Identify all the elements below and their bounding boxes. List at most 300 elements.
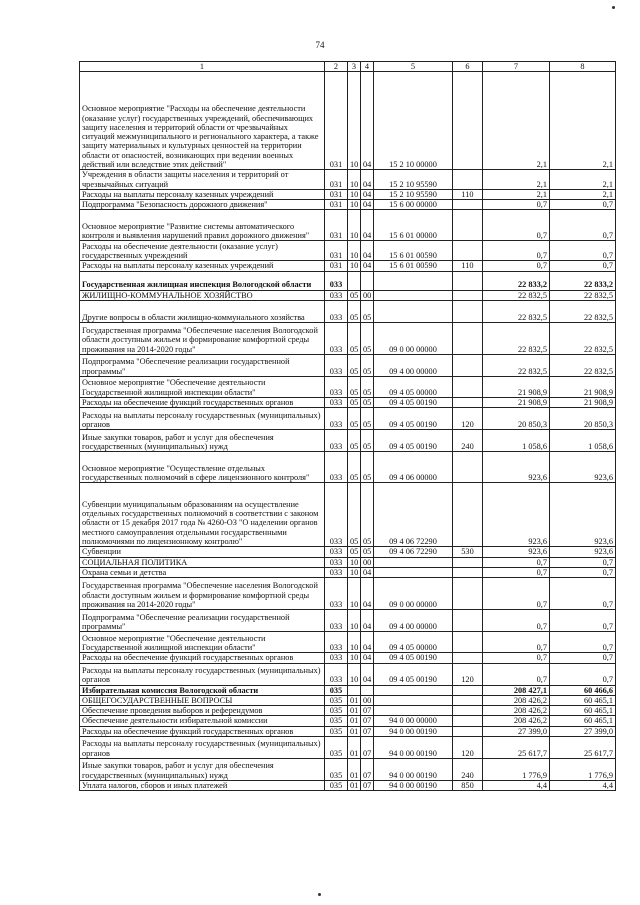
row-section: 05 [348,323,361,355]
row-admin-code: 031 [325,170,348,190]
row-amount-2019: 1 058,6 [483,430,550,452]
table-row [80,483,616,547]
row-amount-2019: 22 832,5 [483,290,550,300]
row-amount-2020: 22 833,2 [550,271,616,290]
row-amount-2020: 923,6 [550,547,616,557]
row-target-article: 09 4 05 00190 [374,653,453,663]
row-amount-2020: 22 832,5 [550,290,616,300]
row-admin-code: 031 [325,241,348,261]
table-row [80,210,616,241]
row-name: Обеспечение деятельности избирательной комиссии [80,716,325,726]
row-subsection: 07 [361,726,374,736]
table-row [80,716,616,726]
row-amount-2019: 0,7 [483,241,550,261]
row-expense-type: 530 [453,547,483,557]
row-target-article: 09 4 06 72290 [374,547,453,557]
row-amount-2019: 22 832,5 [483,323,550,355]
table-row [80,695,616,705]
row-name: Подпрограмма "Обеспечение реализации государственной программы" [80,610,325,632]
row-subsection: 05 [361,355,374,377]
row-section: 01 [348,737,361,759]
row-amount-2020: 0,7 [550,241,616,261]
row-subsection: 05 [361,377,374,398]
row-admin-code: 033 [325,452,348,483]
row-subsection: 07 [361,716,374,726]
row-amount-2020: 22 832,5 [550,301,616,323]
row-target-article: 09 4 05 00190 [374,408,453,430]
row-amount-2020: 923,6 [550,483,616,547]
row-expense-type [453,72,483,170]
row-amount-2020: 0,7 [550,653,616,663]
row-amount-2019: 0,7 [483,663,550,685]
table-row [80,200,616,210]
row-admin-code: 031 [325,261,348,271]
table-row [80,706,616,716]
table-row [80,567,616,577]
row-name: Основное мероприятие "Обеспечение деятельности Государственной жилищной инспекции области" [80,377,325,398]
row-target-article: 15 6 01 00590 [374,241,453,261]
row-target-article: 15 6 01 00000 [374,210,453,241]
row-subsection: 04 [361,72,374,170]
row-admin-code: 031 [325,72,348,170]
row-section: 10 [348,632,361,653]
row-expense-type [453,578,483,610]
row-name: Охрана семьи и детства [80,567,325,577]
row-amount-2019: 208 426,2 [483,695,550,705]
row-name: Расходы на обеспечение деятельности (оказание услуг) государственных учреждений [80,241,325,261]
row-amount-2019: 0,7 [483,610,550,632]
row-expense-type: 240 [453,430,483,452]
page-number: 74 [315,40,325,50]
row-admin-code: 033 [325,610,348,632]
row-expense-type [453,610,483,632]
row-amount-2020: 2,1 [550,72,616,170]
column-header: 4 [361,62,374,72]
row-amount-2019: 21 908,9 [483,377,550,398]
row-subsection: 04 [361,653,374,663]
row-expense-type [453,323,483,355]
table-row [80,452,616,483]
row-target-article: 94 0 00 00190 [374,781,453,791]
column-header: 7 [483,62,550,72]
row-amount-2019: 22 833,2 [483,271,550,290]
row-subsection: 07 [361,781,374,791]
row-amount-2019: 0,7 [483,632,550,653]
row-section: 05 [348,301,361,323]
row-section: 05 [348,377,361,398]
row-section: 05 [348,355,361,377]
row-admin-code: 035 [325,695,348,705]
row-target-article: 09 0 00 00000 [374,578,453,610]
row-name: Подпрограмма "Обеспечение реализации государственной программы" [80,355,325,377]
row-target-article [374,301,453,323]
row-amount-2019: 20 850,3 [483,408,550,430]
row-admin-code: 035 [325,781,348,791]
row-amount-2020: 0,7 [550,200,616,210]
row-expense-type [453,653,483,663]
row-admin-code: 033 [325,632,348,653]
row-target-article [374,557,453,567]
row-amount-2020: 22 832,5 [550,323,616,355]
row-section [348,685,361,695]
row-section: 01 [348,716,361,726]
row-amount-2020: 0,7 [550,557,616,567]
row-expense-type [453,452,483,483]
row-subsection: 04 [361,663,374,685]
row-amount-2019: 22 832,5 [483,355,550,377]
row-target-article: 09 4 05 00190 [374,663,453,685]
row-subsection: 00 [361,695,374,705]
row-admin-code: 033 [325,430,348,452]
row-name: Другие вопросы в области жилищно-коммунального хозяйства [80,301,325,323]
row-section: 01 [348,726,361,736]
table-row [80,398,616,408]
table-row [80,737,616,759]
row-subsection: 04 [361,241,374,261]
row-section [348,271,361,290]
row-name: Основное мероприятие "Обеспечение деятельности Государственной жилищной инспекции области" [80,632,325,653]
row-name: Расходы на выплаты персоналу государственных (муниципальных) органов [80,408,325,430]
column-header: 1 [80,62,325,72]
row-subsection: 05 [361,430,374,452]
row-section: 10 [348,210,361,241]
row-name: Расходы на обеспечение функций государственных органов [80,398,325,408]
row-subsection: 05 [361,408,374,430]
row-amount-2020: 25 617,7 [550,737,616,759]
row-target-article: 09 4 06 00000 [374,452,453,483]
scan-speck [318,893,321,896]
row-name: Расходы на выплаты персоналу государственных (муниципальных) органов [80,737,325,759]
row-expense-type [453,170,483,190]
table-row [80,653,616,663]
row-section: 10 [348,200,361,210]
table-row [80,430,616,452]
row-expense-type [453,355,483,377]
table-row [80,355,616,377]
row-subsection: 07 [361,759,374,781]
row-section: 10 [348,663,361,685]
row-subsection: 05 [361,452,374,483]
row-expense-type: 120 [453,408,483,430]
row-section: 01 [348,759,361,781]
row-amount-2019: 208 426,2 [483,706,550,716]
column-header: 8 [550,62,616,72]
row-name: Расходы на выплаты персоналу государственных (муниципальных) органов [80,663,325,685]
row-subsection: 05 [361,483,374,547]
row-section: 10 [348,261,361,271]
row-subsection: 07 [361,737,374,759]
row-target-article [374,706,453,716]
row-subsection [361,271,374,290]
table-row [80,759,616,781]
row-admin-code: 033 [325,408,348,430]
row-amount-2019: 2,1 [483,189,550,199]
table-row [80,726,616,736]
row-expense-type [453,398,483,408]
row-name: Учреждения в области защиты населения и территорий от чрезвычайных ситуаций [80,170,325,190]
row-expense-type [453,706,483,716]
table-row [80,301,616,323]
table-row [80,72,616,170]
row-admin-code: 033 [325,355,348,377]
row-section: 01 [348,706,361,716]
table-row [80,290,616,300]
row-amount-2020: 22 832,5 [550,355,616,377]
row-amount-2020: 20 850,3 [550,408,616,430]
row-target-article: 94 0 00 00190 [374,726,453,736]
row-expense-type: 110 [453,261,483,271]
row-target-article: 09 4 05 00190 [374,398,453,408]
row-subsection: 07 [361,706,374,716]
row-amount-2020: 0,7 [550,210,616,241]
row-section: 10 [348,557,361,567]
row-subsection: 05 [361,547,374,557]
row-target-article [374,290,453,300]
row-amount-2020: 21 908,9 [550,398,616,408]
row-amount-2019: 0,7 [483,261,550,271]
row-expense-type [453,567,483,577]
row-section: 10 [348,567,361,577]
row-name: Избирательная комиссия Вологодской области [80,685,325,695]
row-amount-2020: 60 465,1 [550,695,616,705]
row-expense-type: 850 [453,781,483,791]
row-amount-2019: 208 426,2 [483,716,550,726]
row-amount-2020: 21 908,9 [550,377,616,398]
row-admin-code: 033 [325,290,348,300]
row-subsection: 04 [361,170,374,190]
row-amount-2020: 0,7 [550,567,616,577]
row-name: ОБЩЕГОСУДАРСТВЕННЫЕ ВОПРОСЫ [80,695,325,705]
row-expense-type: 240 [453,759,483,781]
row-target-article: 09 4 00 00000 [374,610,453,632]
row-admin-code: 033 [325,663,348,685]
row-amount-2019: 27 399,0 [483,726,550,736]
row-subsection: 04 [361,261,374,271]
row-name: Расходы на выплаты персоналу казенных учреждений [80,189,325,199]
table-row [80,189,616,199]
row-amount-2020: 0,7 [550,578,616,610]
row-admin-code: 033 [325,398,348,408]
row-target-article: 15 6 00 00000 [374,200,453,210]
row-subsection: 04 [361,632,374,653]
row-admin-code: 033 [325,271,348,290]
row-subsection: 00 [361,290,374,300]
row-section: 05 [348,483,361,547]
row-expense-type [453,301,483,323]
row-name: Государственная программа "Обеспечение населения Вологодской области доступным жильем и формирование комфортной среды проживания на 2014-2020 годы" [80,578,325,610]
table-row [80,241,616,261]
table-row [80,408,616,430]
table-row [80,610,616,632]
row-amount-2019: 21 908,9 [483,398,550,408]
row-name: СОЦИАЛЬНАЯ ПОЛИТИКА [80,557,325,567]
row-target-article [374,567,453,577]
row-subsection: 04 [361,210,374,241]
row-target-article: 09 4 05 00000 [374,377,453,398]
row-name: Расходы на обеспечение функций государственных органов [80,653,325,663]
row-admin-code: 035 [325,726,348,736]
row-amount-2020: 923,6 [550,452,616,483]
row-subsection: 05 [361,398,374,408]
row-name: ЖИЛИЩНО-КОММУНАЛЬНОЕ ХОЗЯЙСТВО [80,290,325,300]
row-admin-code: 033 [325,323,348,355]
row-amount-2020: 2,1 [550,189,616,199]
row-admin-code: 033 [325,653,348,663]
row-admin-code: 033 [325,567,348,577]
row-amount-2020: 0,7 [550,261,616,271]
row-amount-2019: 923,6 [483,483,550,547]
row-target-article: 09 4 00 00000 [374,355,453,377]
row-admin-code: 035 [325,737,348,759]
row-target-article [374,271,453,290]
row-section: 10 [348,72,361,170]
table-row [80,170,616,190]
row-section: 10 [348,170,361,190]
row-section: 05 [348,398,361,408]
row-target-article: 09 4 06 72290 [374,483,453,547]
column-header: 6 [453,62,483,72]
row-amount-2020: 4,4 [550,781,616,791]
row-admin-code: 031 [325,200,348,210]
row-amount-2019: 923,6 [483,452,550,483]
row-expense-type [453,483,483,547]
table-row [80,261,616,271]
row-subsection: 00 [361,557,374,567]
row-expense-type [453,241,483,261]
row-expense-type [453,200,483,210]
row-section: 10 [348,189,361,199]
row-section: 01 [348,781,361,791]
column-header: 3 [348,62,361,72]
row-section: 10 [348,610,361,632]
row-amount-2019: 0,7 [483,567,550,577]
row-section: 05 [348,290,361,300]
row-expense-type [453,377,483,398]
row-section: 10 [348,653,361,663]
table-row [80,578,616,610]
table-row [80,271,616,290]
scan-speck [612,6,615,9]
row-target-article: 94 0 00 00190 [374,759,453,781]
row-name: Субвенции муниципальным образованиям на осуществление отдельных государственных полномочий в соответствии с законом области от 15 декабря 2017 года № 4260-ОЗ "О наделении органов местного самоуправления отдельными государственными полномочиями по лицензионному контролю" [80,483,325,547]
row-name: Основное мероприятие "Осуществление отдельных государственных полномочий в сфере лицензионного контроля" [80,452,325,483]
row-target-article: 15 2 10 00000 [374,72,453,170]
row-name: Основное мероприятие "Развитие системы автоматического контроля и выявления нарушений правил дорожного движения" [80,210,325,241]
row-section: 05 [348,430,361,452]
budget-table [79,61,616,791]
row-amount-2019: 22 832,5 [483,301,550,323]
row-subsection: 05 [361,323,374,355]
row-amount-2020: 2,1 [550,170,616,190]
table-row [80,663,616,685]
row-amount-2019: 0,7 [483,200,550,210]
row-admin-code: 035 [325,685,348,695]
row-target-article: 15 6 01 00590 [374,261,453,271]
row-subsection [361,685,374,695]
row-expense-type [453,271,483,290]
row-target-article [374,695,453,705]
table-row [80,377,616,398]
row-admin-code: 031 [325,189,348,199]
row-target-article: 94 0 00 00190 [374,737,453,759]
row-name: Расходы на обеспечение функций государственных органов [80,726,325,736]
row-subsection: 04 [361,578,374,610]
row-target-article: 09 4 05 00190 [374,430,453,452]
table-row [80,781,616,791]
row-section: 10 [348,241,361,261]
row-admin-code: 035 [325,706,348,716]
row-admin-code: 033 [325,301,348,323]
row-admin-code: 033 [325,557,348,567]
row-name: Государственная программа "Обеспечение населения Вологодской области доступным жильем и формирование комфортной среды проживания на 2014-2020 годы" [80,323,325,355]
row-target-article: 94 0 00 00000 [374,716,453,726]
table-row [80,685,616,695]
row-target-article: 15 2 10 95590 [374,170,453,190]
table-header-row [80,62,616,72]
row-expense-type [453,632,483,653]
row-target-article [374,685,453,695]
row-name: Иные закупки товаров, работ и услуг для обеспечения государственных (муниципальных) нужд [80,430,325,452]
row-expense-type: 120 [453,663,483,685]
row-section: 05 [348,408,361,430]
row-subsection: 05 [361,301,374,323]
row-section: 10 [348,578,361,610]
row-amount-2020: 27 399,0 [550,726,616,736]
row-amount-2020: 60 466,6 [550,685,616,695]
row-expense-type [453,557,483,567]
row-section: 05 [348,452,361,483]
row-subsection: 04 [361,610,374,632]
row-name: Государственная жилищная инспекция Вологодской области [80,271,325,290]
row-admin-code: 033 [325,377,348,398]
row-amount-2019: 0,7 [483,653,550,663]
row-admin-code: 033 [325,483,348,547]
row-expense-type [453,685,483,695]
table-row [80,323,616,355]
row-admin-code: 033 [325,578,348,610]
row-expense-type [453,726,483,736]
table-row [80,547,616,557]
row-expense-type [453,716,483,726]
row-amount-2019: 4,4 [483,781,550,791]
row-amount-2020: 0,7 [550,610,616,632]
table-row [80,557,616,567]
row-amount-2019: 0,7 [483,557,550,567]
row-amount-2019: 0,7 [483,210,550,241]
row-name: Уплата налогов, сборов и иных платежей [80,781,325,791]
row-section: 05 [348,547,361,557]
row-expense-type: 110 [453,189,483,199]
table-row [80,632,616,653]
column-header: 5 [374,62,453,72]
row-amount-2020: 60 465,1 [550,706,616,716]
row-amount-2019: 208 427,1 [483,685,550,695]
column-header: 2 [325,62,348,72]
row-name: Основное мероприятие "Расходы на обеспечение деятельности (оказание услуг) государственных учреждений, обеспечивающих защиту населения и территорий области от чрезвычайных ситуаций межмуниципального и регионального характера, а также защиту материальных и культурных ценностей на территории области от опасностей, возникающих при ведении военных действий или вследствие этих действий" [80,72,325,170]
row-target-article: 09 0 00 00000 [374,323,453,355]
row-amount-2020: 0,7 [550,663,616,685]
row-name: Расходы на выплаты персоналу казенных учреждений [80,261,325,271]
row-amount-2020: 60 465,1 [550,716,616,726]
row-amount-2019: 923,6 [483,547,550,557]
row-subsection: 04 [361,200,374,210]
row-amount-2019: 25 617,7 [483,737,550,759]
row-name: Субвенции [80,547,325,557]
row-target-article: 15 2 10 95590 [374,189,453,199]
row-name: Обеспечение проведения выборов и референдумов [80,706,325,716]
row-amount-2019: 2,1 [483,72,550,170]
row-admin-code: 035 [325,759,348,781]
